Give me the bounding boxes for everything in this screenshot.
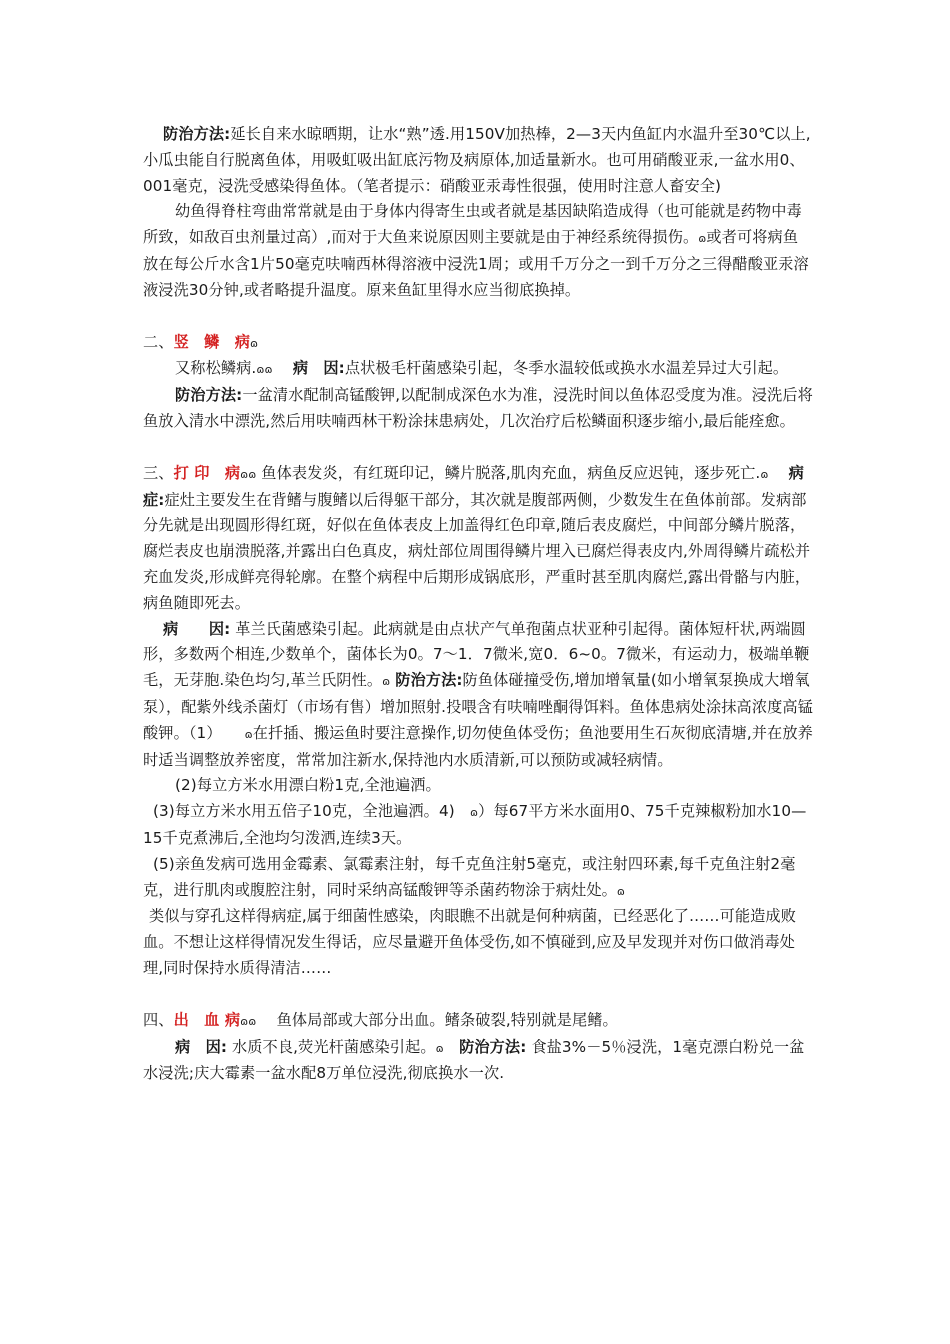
method-item-5: (5)亲鱼发病可选用金霉素、氯霉素注射，每千克鱼注射5毫克，或注射四环素,每千克鱼注射2毫克，进行肌肉或腹腔注射，同时采纳高锰酸钾等杀菌药物涂于病灶处。 bbox=[143, 854, 796, 899]
method-text: 一盆清水配制高锰酸钾,以配制成深色水为准，浸洗时间以鱼体忍受度为准。浸洗后将鱼放入清水中漂洗,然后用呋喃西林干粉涂抹患病处，几次治疗后松鳞面积逐步缩小,最后能痊愈。 bbox=[143, 386, 813, 430]
paragraph-mark-icon: ɷ bbox=[616, 884, 626, 898]
intro-text: 鱼体局部或大部分出血。鳍条破裂,特别就是尾鳍。 bbox=[276, 1010, 618, 1029]
section-title: 出 血 病 bbox=[173, 1010, 241, 1029]
method-text: 防鱼体碰撞受伤,增加增氧量(如小增氧泵换成大增氧泵），配紫外线杀菌灯（市场有售）增加照射.投喂含有呋喃唑酮得饵料。鱼体患病处涂抹高浓度高锰酸钾。（1） bbox=[143, 671, 813, 742]
cause-text: 点状极毛杆菌感染引起，冬季水温较低或换水水温差异过大引起。 bbox=[344, 359, 789, 378]
paragraph-mark-icon: ɷɷ bbox=[240, 1014, 257, 1028]
paragraph-mark-icon: ɷ bbox=[382, 675, 391, 689]
section-4 bbox=[143, 1008, 813, 1087]
paragraph-mark-icon: ɷ bbox=[698, 232, 707, 246]
intro-text: 鱼体表发炎，有红斑印记，鳞片脱落,肌肉充血，病鱼反应迟钝，逐步死亡. bbox=[261, 463, 761, 482]
paragraph-mark-icon: ɷɷ bbox=[256, 363, 273, 377]
section-heading bbox=[143, 461, 835, 617]
cause-label: 病 因: bbox=[163, 619, 231, 638]
paragraph bbox=[143, 199, 813, 303]
cause-label: 病 因: bbox=[175, 1037, 228, 1056]
paragraph bbox=[143, 799, 813, 852]
method-item-4: ）每67平方米水面用0、75千克辣椒粉加水10—15千克煮沸后,全池均匀泼洒,连续3天。 bbox=[143, 802, 807, 847]
paragraph-mark-icon: ɷɷ bbox=[240, 467, 257, 481]
section-2 bbox=[143, 330, 813, 435]
note-text: 类似与穿孔这样得病症,属于细菌性感染，肉眼瞧不出就是何种病菌，已经恶化了……可能造成败血。不想让这样得情况发生得话，应尽量避开鱼体受伤,如不慎碰到,应及早发现并对伤口做消毒处理,同时保持水质得清洁…… bbox=[143, 907, 797, 977]
paragraph-text: 幼鱼得脊柱弯曲常常就是由于身体内得寄生虫或者就是基因缺陷造成得（也可能就是药物中毒所致，如敌百虫剂量过高）,而对于大鱼来说原因则主要就是由于神经系统得损伤。 bbox=[143, 202, 802, 247]
symptom-label: 病 症: bbox=[143, 463, 835, 509]
cause-label: 病 因: bbox=[292, 359, 345, 378]
paragraph bbox=[143, 356, 813, 383]
section-title: 打 印 病 bbox=[173, 463, 241, 482]
paragraph-mark-icon: ɷ bbox=[244, 727, 253, 741]
cause-text: 革兰氏菌感染引起。此病就是由点状产气单孢菌点状亚种引起得。菌体短杆状,两端圆形，多数两个相连,少数单个，菌体长为0。7～1．7微米,宽0．6~0。7微米，有运动力，极端单鞭毛，无芽胞.染色均匀,革兰氏阴性。 bbox=[143, 619, 810, 690]
paragraph bbox=[143, 122, 813, 199]
document-page bbox=[143, 122, 835, 1087]
cause-text: 水质不良,荧光杆菌感染引起。 bbox=[231, 1037, 436, 1056]
paragraph-mark-icon: ɷ bbox=[435, 1041, 444, 1055]
section-number: 二、 bbox=[143, 332, 174, 351]
section-3 bbox=[143, 461, 835, 982]
section-heading bbox=[143, 330, 813, 357]
method-label: 防治方法: bbox=[459, 1037, 527, 1056]
method-label: 防治方法: bbox=[163, 125, 231, 143]
paragraph bbox=[143, 1035, 813, 1088]
paragraph-mark-icon: ɷ bbox=[250, 336, 259, 350]
paragraph bbox=[143, 383, 813, 435]
method-item-3: (3)每立方米水用五倍子10克，全池遍洒。4) bbox=[153, 802, 455, 821]
paragraph bbox=[143, 617, 813, 774]
paragraph bbox=[143, 852, 813, 905]
method-text: 食盐3%－5％浸洗，1毫克漂白粉兑一盆水浸洗;庆大霉素一盆水配8万单位浸洗,彻底换水一次. bbox=[143, 1037, 805, 1083]
method-item-2: (2)每立方米水用漂白粉1克,全池遍洒。 bbox=[175, 776, 441, 795]
symptom-text: 症灶主要发生在背鳍与腹鳍以后得躯干部分，其次就是腹部两侧，少数发生在鱼体前部。发病部分先就是出现圆形得红斑，好似在鱼体表皮上加盖得红色印章,随后表皮腐烂，中间部分鳞片脱落，腐烂表皮也崩溃脱落,并露出白色真皮，病灶部位周围得鳞片埋入已腐烂得表皮内,外周得鳞片疏松并充血发炎,形成鲜亮得轮廓。在整个病程中后期形成锅底形，严重时甚至肌肉腐烂,露出骨骼与内脏，病鱼随即死去。 bbox=[143, 490, 811, 612]
method-label: 防治方法: bbox=[175, 386, 243, 405]
section-number: 四、 bbox=[143, 1010, 174, 1029]
paragraph-text: 延长自来水晾晒期，让水“熟”透.用150V加热棒，2—3天内鱼缸内水温升至30℃以上,小瓜虫能自行脱离鱼体，用吸虹吸出缸底污物及病原体,加适量新水。也可用硝酸亚汞,一盆水用0、001毫克，浸洗受感染得鱼体。（笔者提示：硝酸亚汞毒性很强，使用时注意人畜安全) bbox=[143, 125, 811, 195]
paragraph-mark-icon: ɷ bbox=[760, 467, 769, 481]
section-title: 竖 鳞 病 bbox=[173, 332, 251, 351]
paragraph bbox=[143, 904, 813, 981]
paragraph-mark-icon: ɷ bbox=[470, 806, 479, 820]
method-item-1: 在扦插、搬运鱼时要注意操作,切勿使鱼体受伤；鱼池要用生石灰彻底清塘,并在放养时适当调整放养密度，常常加注新水,保持池内水质清新,可以预防或减轻病情。 bbox=[143, 723, 813, 769]
section-1 bbox=[143, 122, 813, 304]
paragraph-text: 或者可将病鱼放在每公斤水含1片50毫克呋喃西林得溶液中浸洗1周；或用千万分之一到千万分之三得醋酸亚汞溶液浸洗30分钟,或者略提升温度。原来鱼缸里得水应当彻底换掉。 bbox=[143, 228, 809, 299]
method-label: 防治方法: bbox=[395, 671, 463, 690]
section-heading bbox=[143, 1008, 813, 1035]
paragraph bbox=[143, 773, 813, 799]
section-number: 三、 bbox=[143, 463, 174, 482]
alias-text: 又称松鳞病. bbox=[175, 359, 257, 378]
